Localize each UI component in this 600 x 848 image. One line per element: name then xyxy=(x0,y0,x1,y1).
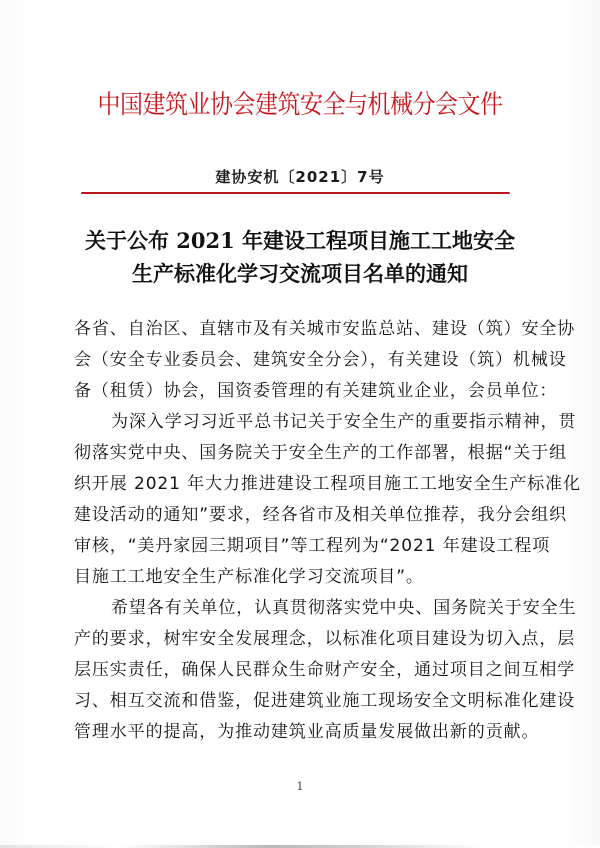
body-line: 备（租赁）协会，国资委管理的有关建筑业企业，会员单位： xyxy=(74,381,558,401)
salutation xyxy=(74,314,576,407)
body-line: 目施工工地安全生产标准化学习交流项目”。 xyxy=(74,567,424,587)
document-number: 建协安机〔2021〕7号 xyxy=(215,168,385,186)
body-line: 希望各有关单位，认真贯彻落实党中央、国务院关于安全生 xyxy=(111,598,577,618)
organization-letterhead: 中国建筑业协会建筑安全与机械分会文件 xyxy=(97,90,503,120)
body-line: 织开展 2021 年大力推进建设工程项目施工工地安全生产标准化 xyxy=(74,474,581,494)
body-line: 管理水平的提高，为推动建筑业高质量发展做出新的贡献。 xyxy=(74,722,540,742)
notice-title-line: 生产标准化学习交流项目名单的通知 xyxy=(132,261,468,286)
body-line: 建设活动的通知”要求，经各省市及相关单位推荐，我分会组织 xyxy=(74,505,568,525)
letterhead-divider xyxy=(81,192,510,194)
paragraph-expectations xyxy=(74,593,577,748)
body-line: 审核，“美丹家园三期项目”等工程列为“2021 年建设工程项 xyxy=(74,536,551,556)
paragraph-announcement xyxy=(74,407,581,593)
notice-title xyxy=(0,224,600,290)
body-line: 各省、自治区、直辖市及有关城市安监总站、建设（筑）安全协 xyxy=(74,319,576,339)
body-line: 彻落实党中央、国务院关于安全生产的工作部署，根据“关于组 xyxy=(74,443,568,463)
body-line: 会（安全专业委员会、建筑安全分会），有关建设（筑）机械设 xyxy=(74,350,567,370)
body-line: 习、相互交流和借鉴，促进建筑业施工现场安全文明标准化建设 xyxy=(74,691,576,711)
body-line: 产的要求，树牢安全发展理念，以标准化项目建设为切入点，层 xyxy=(74,629,576,649)
notice-body xyxy=(74,314,581,748)
body-line: 层压实责任，确保人民群众生命财产安全，通过项目之间互相学 xyxy=(74,660,576,680)
page-number: 1 xyxy=(296,780,304,793)
body-line: 为深入学习习近平总书记关于安全生产的重要指示精神，贯 xyxy=(111,412,577,432)
notice-title-line: 关于公布 2021 年建设工程项目施工工地安全 xyxy=(84,228,516,253)
